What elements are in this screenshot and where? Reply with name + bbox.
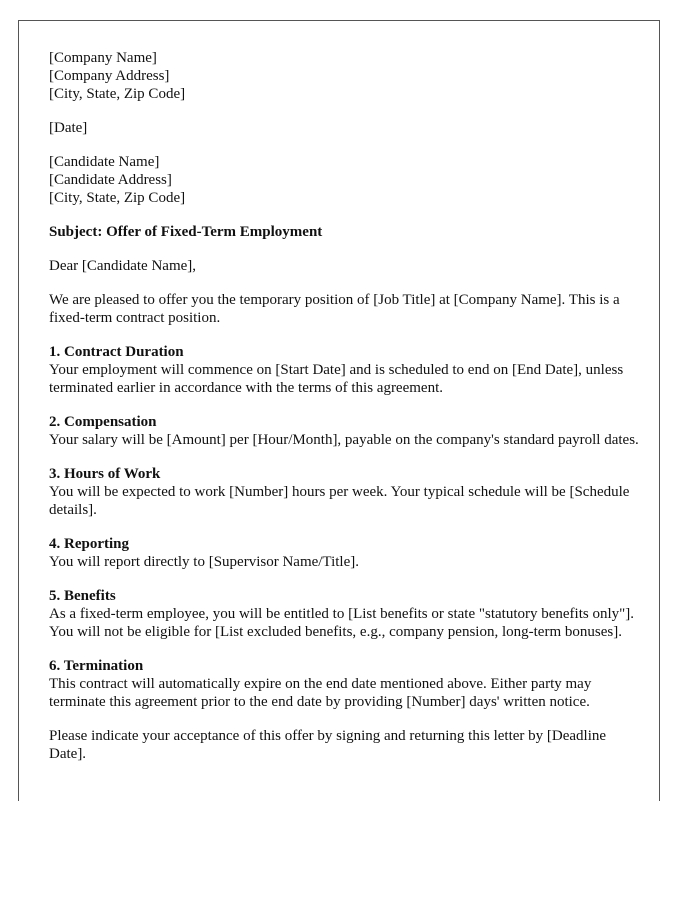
letter-closing: Please indicate your acceptance of this offer by signing and returning this letter by [Deadline Date]. xyxy=(49,728,607,762)
section-benefits xyxy=(49,587,639,641)
sender-company-address: [Company Address] xyxy=(49,68,170,84)
recipient-block xyxy=(49,153,639,207)
section-title: 6. Termination xyxy=(49,658,144,674)
letter-salutation: Dear [Candidate Name], xyxy=(49,258,197,274)
letter-content xyxy=(49,49,639,779)
section-title: 5. Benefits xyxy=(49,588,116,604)
section-compensation xyxy=(49,413,639,449)
section-body: This contract will automatically expire on the end date mentioned above. Either party may terminate this agreement prior to the end date by providing [Number] days' written notice. xyxy=(49,676,592,710)
section-title: 1. Contract Duration xyxy=(49,344,184,360)
section-reporting xyxy=(49,535,639,571)
section-body: Your salary will be [Amount] per [Hour/Month], payable on the company's standard payroll dates. xyxy=(49,432,639,448)
sender-city-state-zip: [City, State, Zip Code] xyxy=(49,86,186,102)
section-title: 3. Hours of Work xyxy=(49,466,161,482)
recipient-address: [Candidate Address] xyxy=(49,172,172,188)
sender-block xyxy=(49,49,639,103)
sender-company-name: [Company Name] xyxy=(49,50,157,66)
letter-date: [Date] xyxy=(49,120,88,136)
letter-intro: We are pleased to offer you the temporary position of [Job Title] at [Company Name]. This is a fixed-term contract position. xyxy=(49,292,620,326)
date-block xyxy=(49,119,639,137)
section-title: 2. Compensation xyxy=(49,414,157,430)
section-hours-of-work xyxy=(49,465,639,519)
recipient-name: [Candidate Name] xyxy=(49,154,160,170)
section-body: You will report directly to [Supervisor Name/Title]. xyxy=(49,554,359,570)
section-contract-duration xyxy=(49,343,639,397)
letter-subject: Subject: Offer of Fixed-Term Employment xyxy=(49,224,323,240)
section-body: You will be expected to work [Number] hours per week. Your typical schedule will be [Schedule details]. xyxy=(49,484,630,518)
section-body: Your employment will commence on [Start Date] and is scheduled to end on [End Date], unless terminated earlier in accordance with the terms of this agreement. xyxy=(49,362,624,396)
section-body: As a fixed-term employee, you will be entitled to [List benefits or state "statutory benefits only"]. You will not be eligible for [List excluded benefits, e.g., company pension, long-term bonuses]. xyxy=(49,606,635,640)
section-termination xyxy=(49,657,639,711)
letter-page xyxy=(18,20,660,801)
section-title: 4. Reporting xyxy=(49,536,129,552)
recipient-city-state-zip: [City, State, Zip Code] xyxy=(49,190,186,206)
